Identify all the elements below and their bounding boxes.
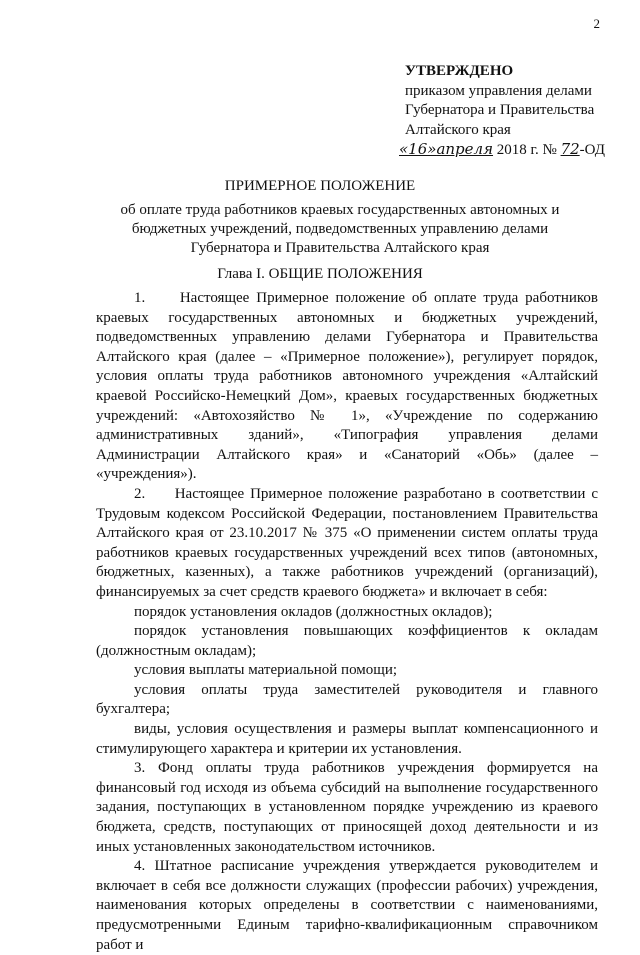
paragraph: 4. Штатное расписание учреждения утверждается руководителем и включает в себя все должности служащих (профессии рабочих) учреждения, наименования которых определены в соответствии с наименованиями, предусмотренными Единым тарифно-квалификационным справочником работ и	[96, 858, 598, 953]
paragraph: 1. Настоящее Примерное положение об оплате труда работников краевых государственных автономных и бюджетных учреждений, подведомственных управлению делами Губернатора и Правительства Алтайского края (далее – «Примерное положение»), регулирует порядок, условия оплаты труда работников автономного учреждения «Алтайский краевой Российско-Немецкий Дом», краевых государственных бюджетных учреждений: «Автохозяйство № 1», «Учреждение по содержанию административных зданий», «Типография управления делами Администрации Алтайского края» и «Санаторий «Обь» (далее – «учреждения»).	[96, 290, 598, 483]
approval-line: Губернатора и Правительства	[405, 102, 595, 118]
paragraph: 3. Фонд оплаты труда работников учреждения формируется на финансовый год исходя из объема субсидий на выполнение государственного задания, поступающих в установленном порядке учреждению из краевого бюджета, средств, поступающих от приносящей доход деятельности и из иных установленных законодательством источников.	[96, 760, 598, 855]
list-item: условия выплаты материальной помощи;	[134, 662, 398, 679]
document-title: ПРИМЕРНОЕ ПОЛОЖЕНИЕ	[224, 178, 416, 194]
chapter-heading: Глава I. ОБЩИЕ ПОЛОЖЕНИЯ	[217, 266, 423, 282]
document-body	[96, 289, 598, 955]
handwritten-order-number: 72	[560, 140, 580, 158]
approval-line: приказом управления делами	[405, 82, 592, 99]
list-item: условия оплаты труда заместителей руководителя и главного бухгалтера;	[96, 681, 598, 718]
handwritten-month: апреля	[436, 140, 494, 158]
document-subtitle: об оплате труда работников краевых государственных автономных и бюджетных учреждений, подведомственных управлению делами Губернатора и Правительства Алтайского края	[120, 202, 560, 256]
date-year: 2018 г. №	[496, 142, 557, 158]
list-item: порядок установления окладов (должностных окладов);	[134, 603, 493, 620]
approval-line: Алтайского края	[405, 121, 511, 138]
approval-block	[399, 62, 630, 161]
list-item: виды, условия осуществления и размеры выплат компенсационного и стимулирующего характера и критерии их установления.	[96, 721, 598, 757]
list-item: порядок установления повышающих коэффициентов к окладам (должностным окладам);	[96, 623, 598, 659]
handwritten-day: «16»	[399, 140, 437, 158]
page-number: 2	[593, 16, 600, 31]
approval-heading: УТВЕРЖДЕНО	[405, 63, 514, 79]
approval-date-line	[399, 140, 630, 161]
paragraph: 2. Настоящее Примерное положение разработано в соответствии с Трудовым кодексом Российской Федерации, постановлением Правительства Алтайского края от 23.10.2017 № 375 «О применении систем оплаты труда работников краевых государственных учреждений всех типов (автономных, бюджетных, казенных), а также работников учреждений (организаций), финансируемых за счет средств краевого бюджета» и включает в себя:	[96, 485, 598, 600]
order-suffix: -ОД	[579, 142, 605, 158]
